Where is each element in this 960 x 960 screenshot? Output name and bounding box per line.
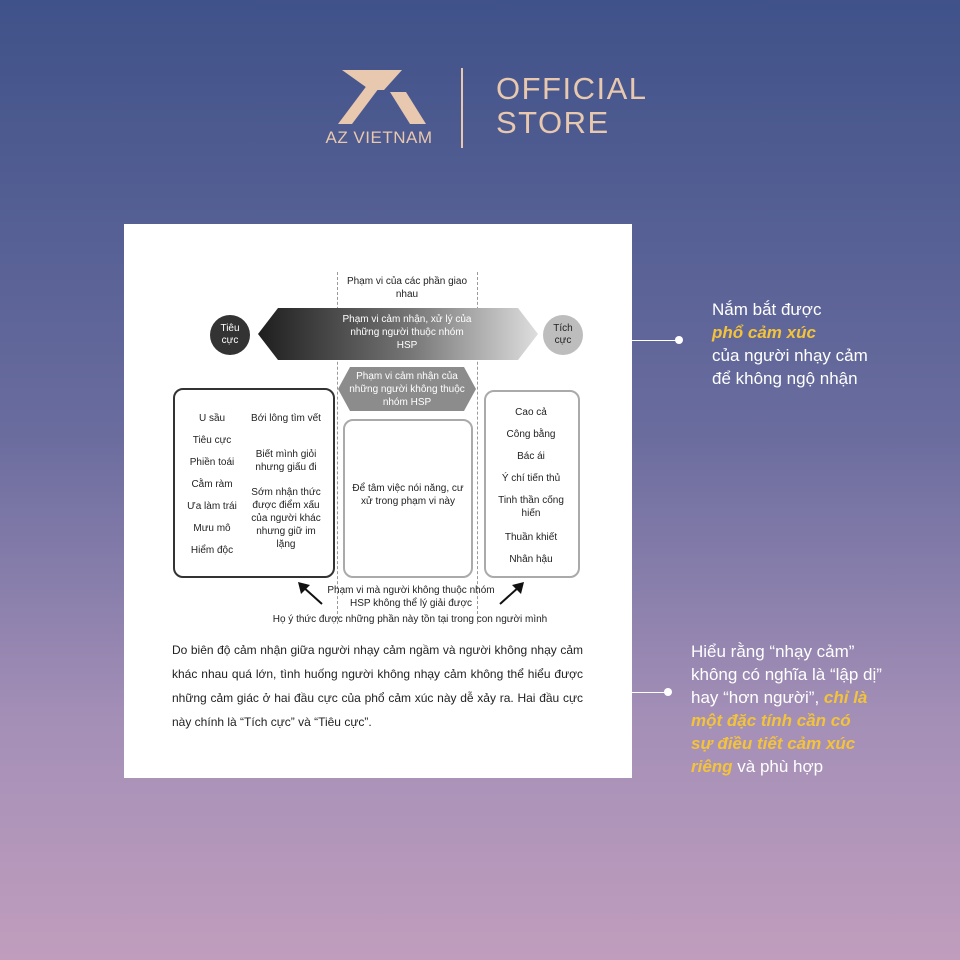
trait-positive-2: Công bằng: [506, 429, 556, 440]
trait-positive-1: Cao cả: [515, 407, 547, 418]
annotation-2-line-2: không có nghĩa là “lập dị”: [691, 665, 882, 684]
trait-negative-7: Hiểm độc: [190, 545, 234, 556]
diagram-caption-2: Họ ý thức được những phần này tồn tại trong con người mình: [272, 614, 548, 625]
trait-negative-10: Sớm nhận thức được điểm xấu của người khác nhưng giữ im lặng: [251, 487, 321, 550]
trait-negative-1: U sầu: [198, 413, 226, 424]
trait-positive-6: Thuần khiết: [504, 532, 558, 543]
annotation-2-tail: và phù hợp: [732, 757, 824, 776]
annotation-2-line-1: Hiểu rằng “nhạy cảm”: [691, 642, 855, 661]
brand-divider: [461, 68, 463, 148]
annotation-1: [712, 298, 942, 390]
non-hsp-range-label: Phạm vi cảm nhận của những người không thuộc nhóm HSP: [349, 371, 465, 408]
trait-negative-9: Biết mình giỏi nhưng giấu đi: [255, 449, 317, 473]
annotation-1-highlight: phổ cảm xúc: [712, 323, 816, 342]
overlap-label: Phạm vi của các phần giao nhau: [346, 276, 468, 300]
annotation-1-line-3: của người nhạy cảm: [712, 346, 868, 365]
arrow-up-left-icon: [296, 582, 326, 608]
negative-pole-label: Tiêu cực: [220, 323, 240, 346]
official-line-2: STORE: [496, 105, 610, 140]
negative-pole-circle: [210, 315, 250, 355]
center-text: Để tâm việc nói năng, cư xử trong phạm vi này: [352, 483, 464, 507]
trait-positive-5: Tinh thần cống hiến: [498, 495, 564, 519]
trait-negative-3: Phiền toái: [189, 457, 235, 468]
trait-positive-7: Nhân hậu: [509, 554, 553, 565]
positive-pole-circle: [543, 315, 583, 355]
logo-text: AZ VIETNAM: [325, 128, 433, 147]
annotation-2: [691, 640, 953, 778]
annotation-2-highlight-2: một đặc tính cần có: [691, 711, 851, 730]
arrow-up-right-icon: [496, 582, 526, 608]
annotation-2-dot: [664, 688, 672, 696]
annotation-1-dot: [675, 336, 683, 344]
body-paragraph: Do biên độ cảm nhận giữa người nhạy cảm ngầm và người không nhạy cảm khác nhau quá lớn, tình huống người không nhạy cảm không thể hiểu được những cảm giác ở hai đầu cực của phổ cảm xúc này dễ xảy ra. Hai đầu cực này chính là “Tích cực” và “Tiêu cực”.: [172, 643, 583, 729]
annotation-2-line-3-plain: hay “hơn người”,: [691, 688, 824, 707]
trait-positive-4: Ý chí tiến thủ: [501, 473, 561, 484]
trait-negative-4: Cằm ràm: [191, 479, 233, 490]
annotation-2-highlight-4: riêng: [691, 757, 733, 776]
positive-pole-label: Tích cực: [553, 323, 573, 346]
official-line-1: OFFICIAL: [496, 71, 648, 106]
annotation-2-highlight-3: sự điều tiết cảm xúc: [691, 734, 856, 753]
annotation-1-line-1: Nắm bắt được: [712, 300, 822, 319]
trait-negative-2: Tiêu cực: [192, 435, 232, 446]
annotation-2-line-3: [691, 686, 953, 709]
annotation-1-connector: [632, 340, 678, 341]
trait-negative-6: Mưu mô: [193, 523, 231, 534]
annotation-2-connector: [632, 692, 668, 693]
hsp-range-label: Phạm vi cảm nhận, xử lý của những người thuộc nhóm HSP: [342, 314, 472, 351]
annotation-2-line-6: [691, 755, 953, 778]
annotation-1-line-4: để không ngộ nhận: [712, 369, 858, 388]
diagram-caption-1: Phạm vi mà người không thuộc nhóm HSP không thể lý giải được: [327, 585, 495, 609]
trait-negative-5: Ưa làm trái: [187, 501, 237, 512]
annotation-2-highlight-1: chỉ là: [823, 688, 868, 707]
trait-negative-8: Bới lông tìm vết: [251, 413, 321, 424]
official-store-title: [496, 72, 648, 140]
trait-positive-3: Bác ái: [517, 451, 545, 462]
